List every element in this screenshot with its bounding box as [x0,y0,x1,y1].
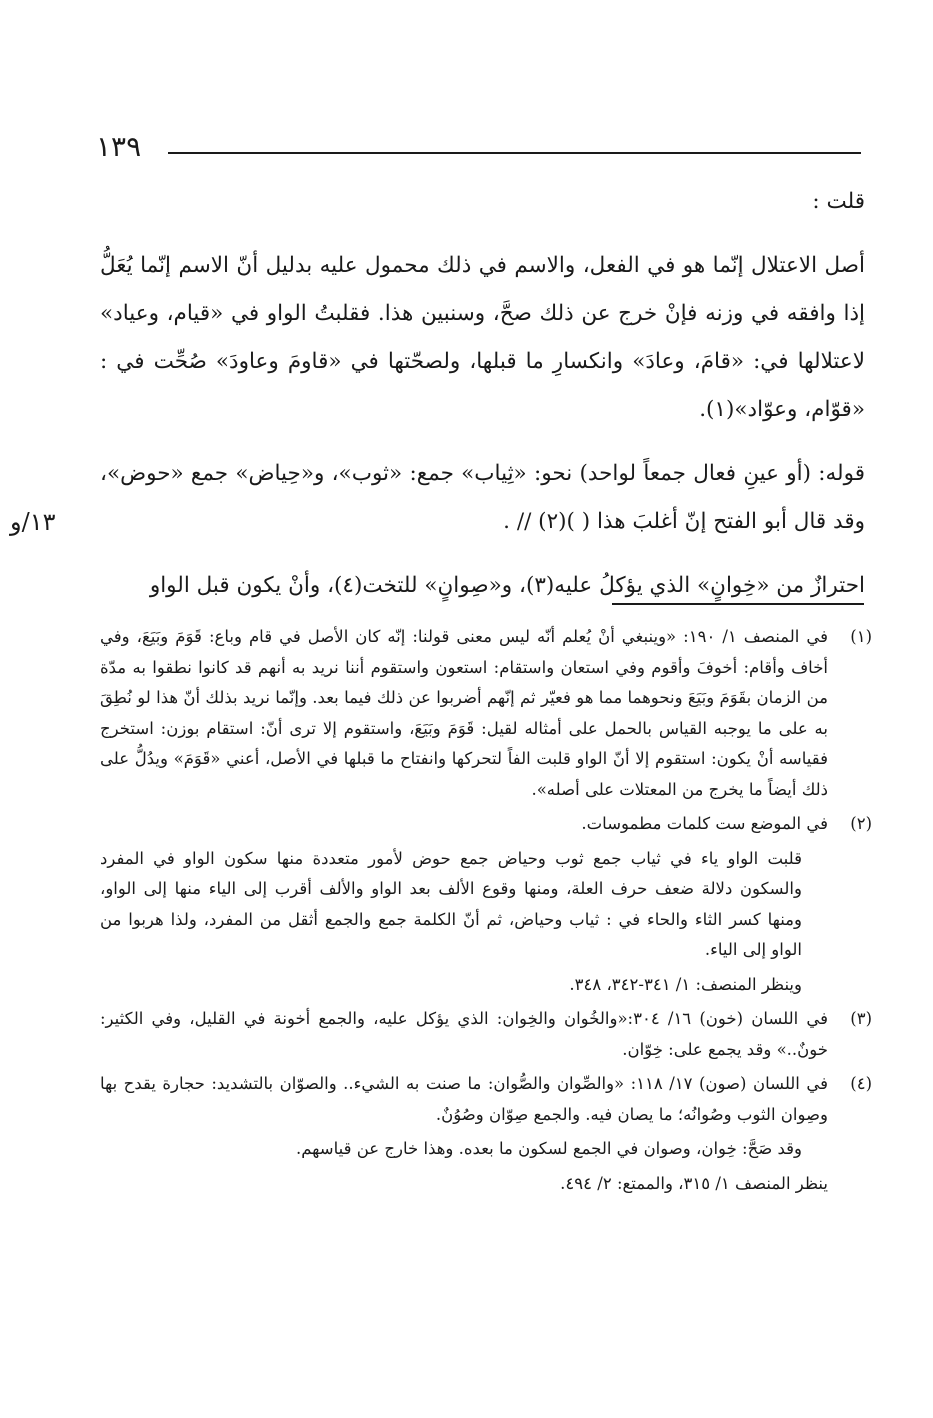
footnote-separator [612,603,864,605]
main-paragraph-3: احترازٌ من «خِوانٍ» الذي يؤكلُ عليه(٣)، و«صِوانٍ» للتخت(٤)، وأنْ يكون قبل الواو [149,573,865,598]
footnote-number: (١) [850,627,872,646]
section-heading: قلت : [812,189,865,214]
footnote-paragraph: في اللسان (خون) ١٦/ ٣٠٤:«والخُوان والخِوان: الذي يؤكل عليه، والجمع أخونة في القليل، وفي الكثير: خونٌ..» وقد يجمع على: خِوّان. [100,1009,828,1059]
margin-folio-note: ١٣/و [10,508,56,536]
footnote-3 [100,1004,872,1065]
footnote-number: (٣) [850,1009,872,1028]
header-rule [168,152,861,154]
footnote-paragraph: قلبت الواو ياء في ثياب جمع ثوب وحياض جمع حوض لأمور متعددة منها سكون الواو في المفرد والسكون دلالة ضعف حرف العلة، ومنها وقوع الألف بعد الواو والألف أقرب إلى الياء منها إلى الواو، ومنها كسر الثاء والحاء في : ثياب وحياض، ثم أنّ الكلمة جمع والجمع أثقل من المفرد، ولذا هربوا من الواو إلى الياء. [100,848,802,959]
footnote-paragraph: في اللسان (صون) ١٧/ ١١٨: «والصِّوان والصُّوان: ما صنت به الشيء.. والصوّان بالتشديد: حجارة يقدح بها وصِوان الثوب وصُوانُه؛ ما يصان فيه. والجمع صِوّان وصُوُنٌ. [100,1074,828,1124]
footnote-body [100,1004,828,1065]
main-paragraph-2: قوله: (أو عينِ فعال جمعاً لواحد) نحو: «ثِياب» جمع: «ثوب»، و«حِياض» جمع «حوض»، وقد قال أبو الفتح إنّ أغلبَ هذا ( )(٢) // . [100,461,865,534]
footnote-body [100,809,828,1000]
footnote-number: (٤) [850,1074,872,1093]
footnote-body [100,622,828,805]
footnote-body [100,1069,828,1199]
footnote-2 [100,809,872,1000]
footnote-paragraph: وقد صَحَّ: خِوان، وصوان في الجمع لسكون ما بعده. وهذا خارج عن قياسهم. [295,1139,802,1158]
footnote-number: (٢) [850,814,872,833]
page-number: ١٣٩ [96,130,142,163]
footnote-paragraph: في الموضع ست كلمات مطموسات. [581,814,828,833]
footnote-paragraph: ينظر المنصف ١/ ٣١٥، والممتع: ٢/ ٤٩٤. [560,1173,828,1193]
main-paragraph-1: أصل الاعتلال إنّما هو في الفعل، والاسم في ذلك محمول عليه بدليل أنّ الاسم إنّما يُعَلُّ إذا وافقه في وزنه فإنْ خرج عن ذلك صحَّ، وسنبين هذا. فقلبتُ الواو في «قيام، وعياد» لاعتلالها في: «قامَ، وعادَ» وانكسارِ ما قبلها، ولصحّتها في «قاومَ وعاودَ» صُحِّت في : «قوّام، وعوّاد»(١). [100,253,865,422]
main-text [100,178,865,610]
footnotes [100,622,872,1199]
footnote-paragraph: في المنصف ١/ ١٩٠: «وينبغي أنْ يُعلم أنّه ليس معنى قولنا: إنّه كان الأصل في قام وباع: قَوَمَ وبَيَعَ، وفي أخاف وأقام: أخوفَ وأقوم وفي استعان واستقام: استعون واستقوم أننا نريد به أنهم قد كانوا نطقوا به مدّة من الزمان بقَوَمَ وبَيَعَ ونحوهما مما هو فعيّر ثم إنّهم أضربوا عن ذلك فيما بعد. وإنّما نريد بذلك أنّ هذا لو نُطِقَ به على ما يوجبه القياس بالحمل على أمثاله لقيل: قَوَمَ وبَيَعَ، واستقوم إلا ترى أنّ: استقام بوزن: استخرج فقياسه أنْ يكون: استقوم إلا أنّ الواو قلبت الفاً لتحركها وانفتاح ما قبلها في الأصل، أعني «قَوَمَ» ويدُلُّ على ذلك أيضاً ما يخرج من المعتلات على أصله». [100,627,828,799]
footnote-paragraph: وينظر المنصف: ١/ ٣٤١-٣٤٢، ٣٤٨. [569,974,802,994]
footnote-1 [100,622,872,805]
footnote-4 [100,1069,872,1199]
